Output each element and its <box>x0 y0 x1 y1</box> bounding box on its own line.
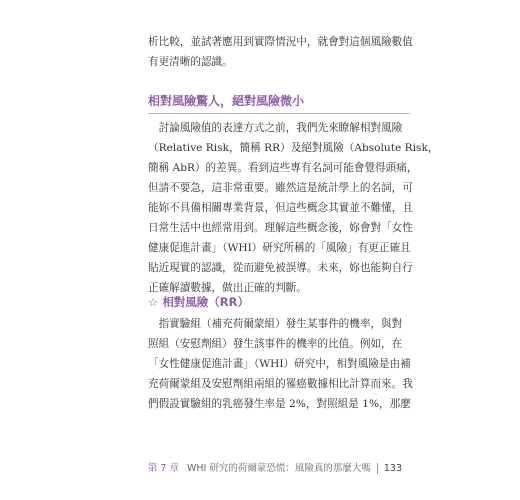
text-line: 「女性健康促進計畫」（WHI）研究中，相對風險是由補 <box>148 358 411 370</box>
text-line: 簡稱 AbR）的差異。看到這些專有名詞可能會覺得頭痛， <box>148 162 418 174</box>
section-heading: 相對風險驚人，絕對風險微小 <box>148 94 305 108</box>
subsection-paragraph <box>148 314 413 414</box>
chapter-label: 第 7 章 <box>147 463 179 474</box>
chapter-title: WHI 研究的荷爾蒙恐慌：風險真的那麼大嗎 <box>187 463 371 474</box>
subsection-heading <box>148 294 249 310</box>
subsection-title: 相對風險（RR） <box>162 295 250 309</box>
text-line: 們假設實驗組的乳癌發生率是 2%，對照組是 1%，那麼 <box>148 398 411 410</box>
text-line: 能妳不具備相關專業背景，但這些概念其實並不難懂，且 <box>148 202 413 214</box>
text-line: 充荷爾蒙組及安慰劑組兩組的罹癌數據相比計算而來。我 <box>148 378 413 390</box>
text-line: 但請不要急，這非常重要。雖然這是統計學上的名詞，可 <box>148 182 413 194</box>
text-line: （Relative Risk，簡稱 RR）及絕對風險（Absolute Risk， <box>148 142 439 154</box>
text-line: 指實驗組（補充荷爾蒙組）發生某事件的機率，與對 <box>148 318 403 330</box>
text-line: 討論風險值的表達方式之前，我們先來瞭解相對風險 <box>148 122 403 134</box>
section-paragraph <box>148 118 439 298</box>
star-icon: ☆ <box>148 295 159 309</box>
page-number: 133 <box>383 463 402 474</box>
intro-paragraph <box>148 32 413 72</box>
text-line: 析比較，並試著應用到實際情況中，就會對這個風險數值 <box>148 36 413 48</box>
text-line: 日常生活中也經常用到。理解這些概念後，妳會對「女性 <box>148 222 413 234</box>
page-footer <box>0 460 402 474</box>
text-line: 貼近現實的認識，從而避免被誤導。未來，妳也能夠自行 <box>148 262 413 274</box>
text-line: 照組（安慰劑組）發生該事件的機率的比值。例如，在 <box>148 338 403 350</box>
text-line: 健康促進計畫」（WHI）研究所稱的「風險」有更正確且 <box>148 242 411 254</box>
footer-divider <box>377 463 378 474</box>
text-line: 正確解讀數據，做出正確的判斷。 <box>148 282 307 294</box>
text-line: 有更清晰的認識。 <box>148 56 233 68</box>
heading-underline <box>148 113 410 114</box>
